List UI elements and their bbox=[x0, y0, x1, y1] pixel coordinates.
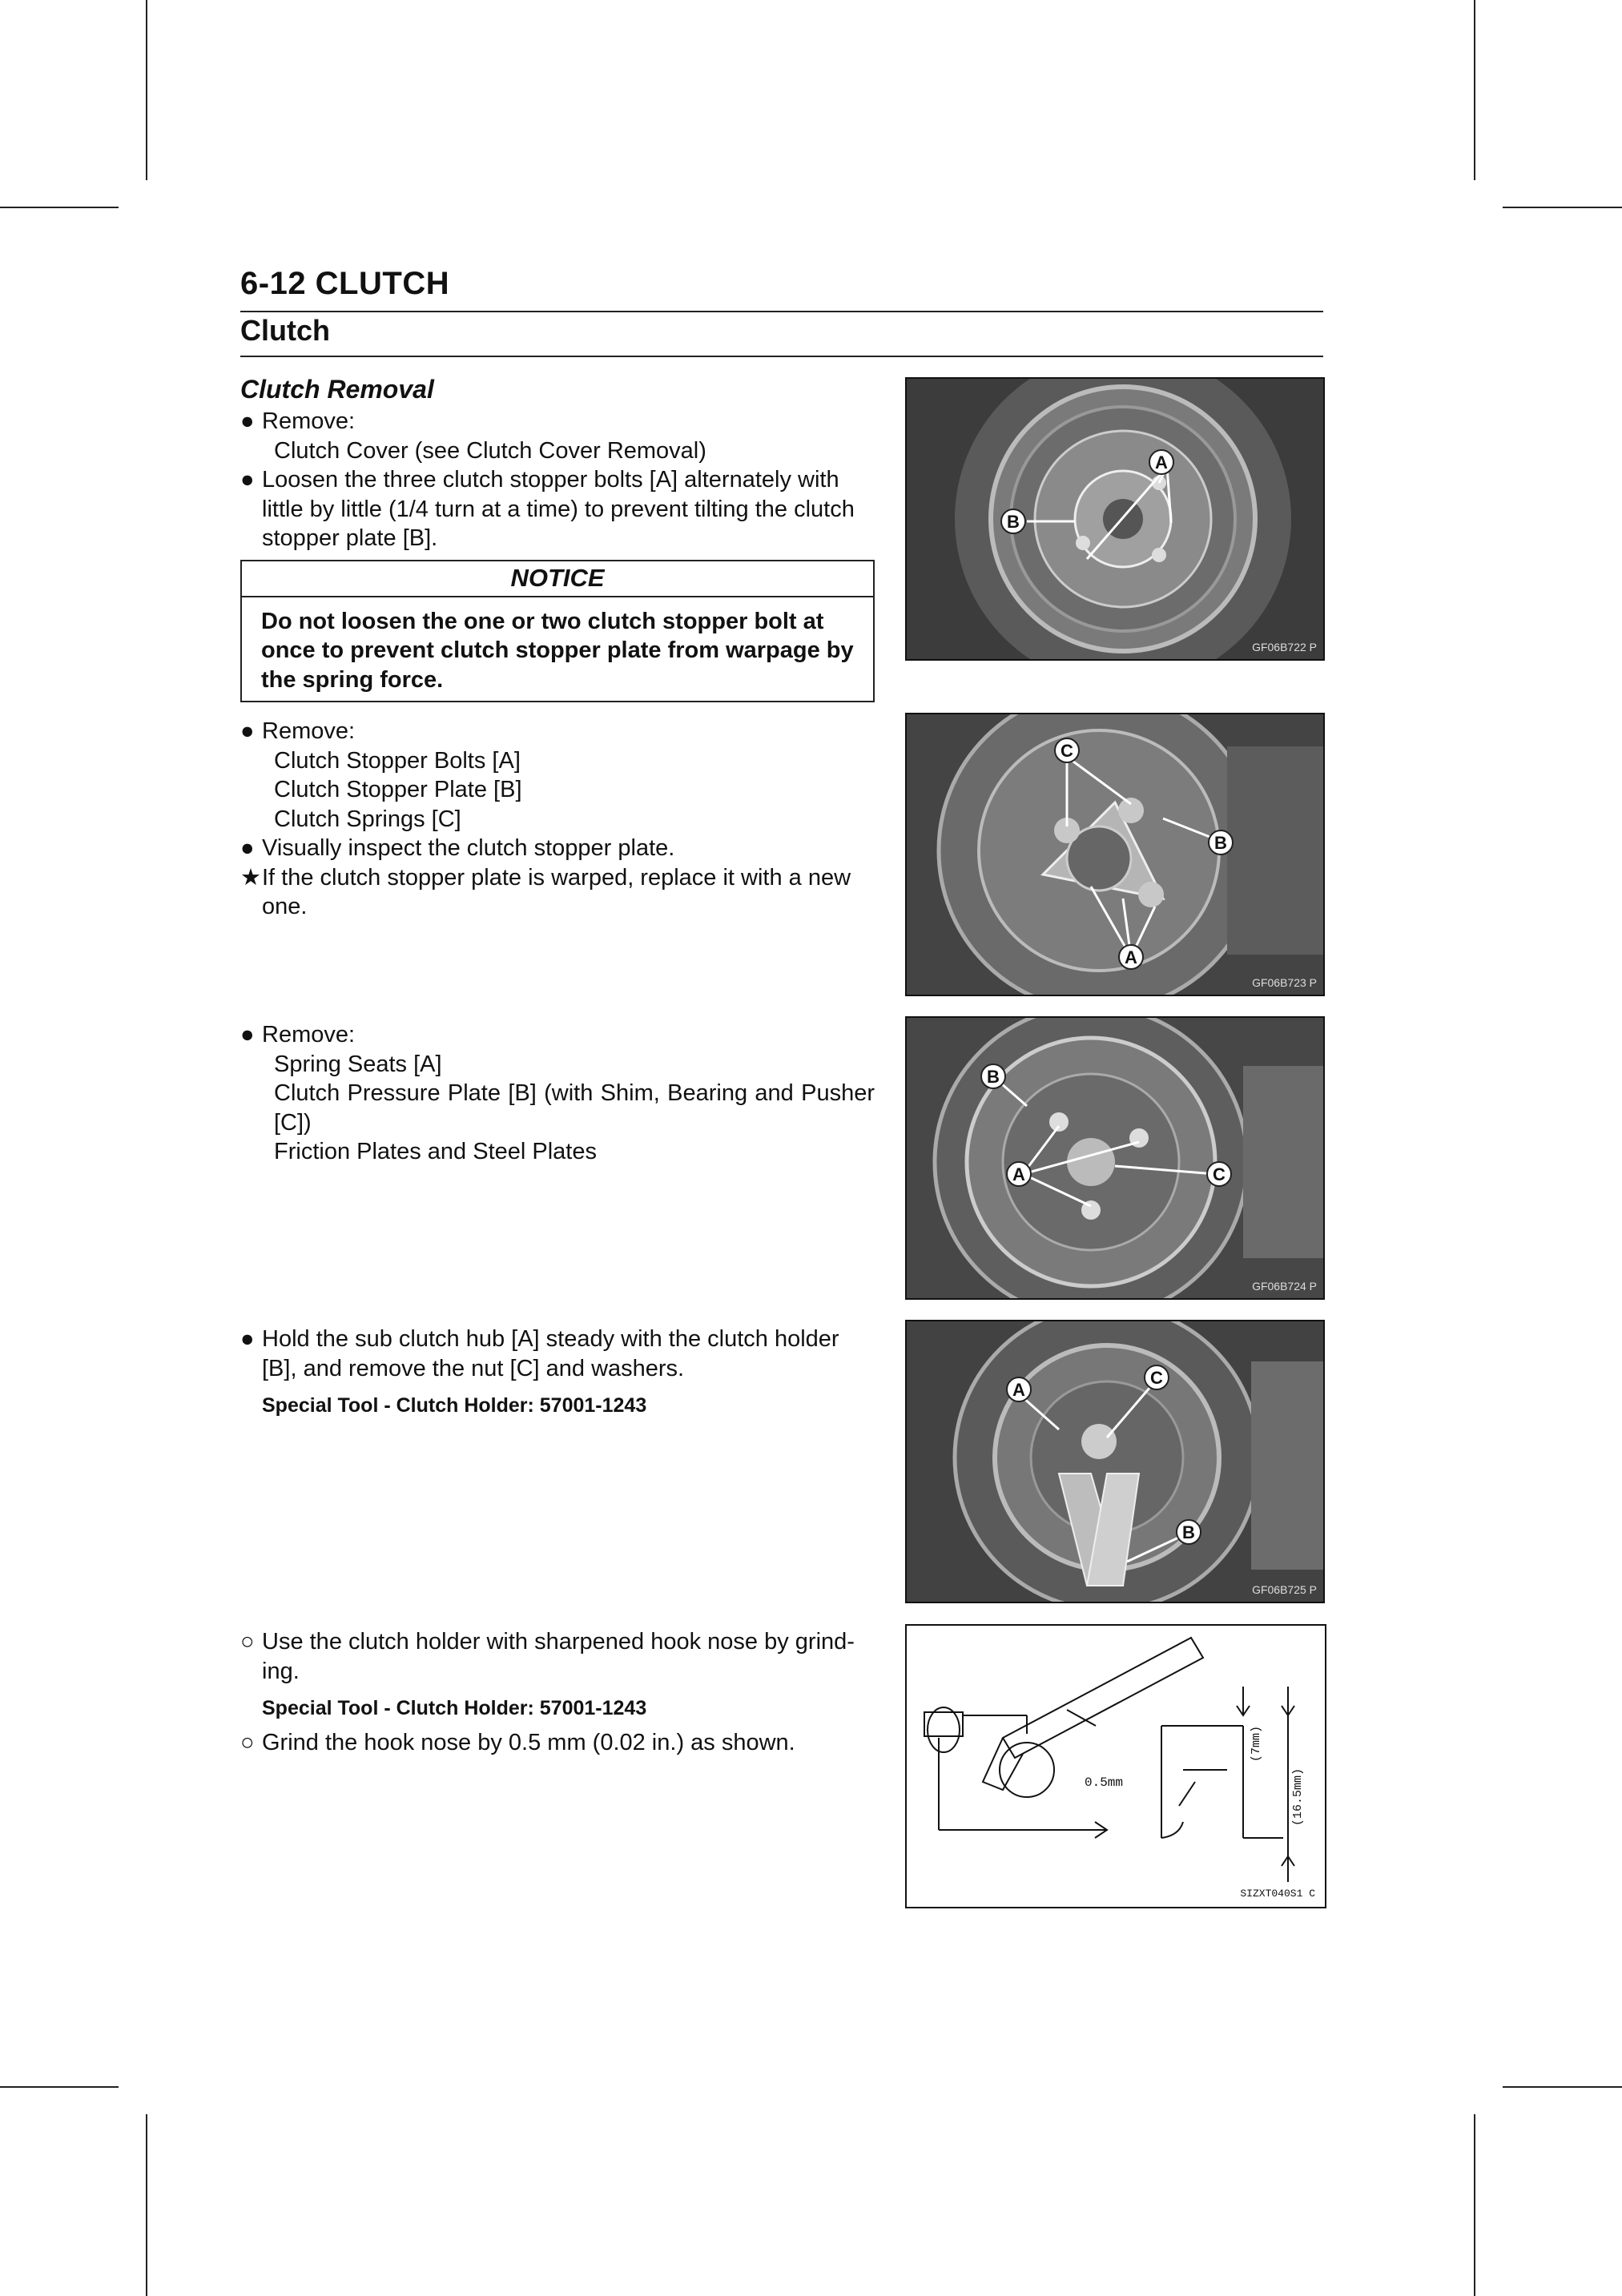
bullet-icon: ● bbox=[240, 467, 255, 493]
star-icon: ★ bbox=[240, 864, 261, 891]
callout-c: C bbox=[1150, 1368, 1163, 1388]
bullet-item bbox=[240, 1020, 875, 1050]
step-subitem: Clutch Springs [C] bbox=[274, 806, 461, 832]
crop-mark bbox=[1503, 207, 1622, 208]
step-label: Remove: bbox=[262, 408, 356, 434]
step-text: Hold the sub clutch hub [A] steady with the clutch holder [B], and remove the nut [C] and washers. bbox=[262, 1326, 839, 1381]
step-subitem: Clutch Stopper Plate [B] bbox=[274, 777, 522, 802]
step-subitem: Clutch Cover (see Clutch Cover Removal) bbox=[274, 437, 706, 464]
step-text: Loosen the three clutch stopper bolts [A] alternately with little by little (1/4 turn at a time) to prevent tilting the clutch stopper plate [B]. bbox=[262, 467, 855, 551]
removal-heading: Clutch Removal bbox=[240, 375, 434, 404]
callout-a: A bbox=[1012, 1380, 1025, 1400]
step-subitem: Clutch Stopper Bolts [A] bbox=[274, 747, 521, 774]
text-block-1 bbox=[240, 373, 875, 702]
step-text: If the clutch stopper plate is warped, replace it with a new one. bbox=[262, 864, 851, 919]
photo-clutch-holder bbox=[905, 1320, 1325, 1603]
figure-code: GF06B725 P bbox=[1252, 1583, 1317, 1596]
subheader-rule bbox=[240, 356, 1323, 357]
callout-a: A bbox=[1012, 1164, 1025, 1184]
callout-a: A bbox=[1155, 452, 1168, 472]
bullet-item bbox=[240, 1325, 875, 1383]
text-block-3 bbox=[240, 1020, 875, 1167]
clutch-holder-diagram bbox=[905, 1624, 1326, 1908]
bullet-item bbox=[240, 465, 875, 553]
callout-c: C bbox=[1061, 741, 1073, 761]
circle-item bbox=[240, 1627, 875, 1686]
bullet-icon: ● bbox=[240, 718, 255, 744]
step-text: Use the clutch holder with sharpened hook nose by grind-ing. bbox=[262, 1629, 855, 1684]
subsection-title: Clutch bbox=[240, 314, 330, 347]
crop-mark bbox=[1503, 2086, 1622, 2088]
text-block-4 bbox=[240, 1325, 875, 1421]
grind-dimension: 0.5mm bbox=[1085, 1775, 1124, 1790]
step-subitem: Friction Plates and Steel Plates bbox=[274, 1139, 597, 1164]
bullet-item bbox=[240, 717, 875, 746]
circle-bullet-icon: ○ bbox=[240, 1629, 255, 1655]
callout-b: B bbox=[1214, 833, 1227, 853]
text-block-2 bbox=[240, 717, 875, 922]
figure-code: GF06B722 P bbox=[1252, 641, 1317, 653]
crop-mark bbox=[0, 207, 119, 208]
crop-mark bbox=[146, 0, 147, 180]
bullet-icon: ● bbox=[240, 408, 255, 434]
header-rule bbox=[240, 311, 1323, 312]
special-tool-line: Special Tool - Clutch Holder: 57001-1243 bbox=[262, 1697, 647, 1719]
step-subitem: Spring Seats [A] bbox=[274, 1051, 442, 1077]
notice-title: NOTICE bbox=[242, 561, 873, 597]
crop-mark bbox=[0, 2086, 119, 2088]
step-text: Grind the hook nose by 0.5 mm (0.02 in.) as shown. bbox=[262, 1729, 795, 1755]
star-item bbox=[240, 863, 875, 922]
photo-clutch-stopper-bolts bbox=[905, 377, 1325, 661]
callout-a: A bbox=[1125, 947, 1137, 967]
bullet-item bbox=[240, 834, 875, 863]
callout-b: B bbox=[1007, 512, 1020, 532]
crop-mark bbox=[146, 2114, 147, 2296]
figure-code: GF06B724 P bbox=[1252, 1280, 1317, 1293]
callout-c: C bbox=[1213, 1164, 1226, 1184]
figure-code: GF06B723 P bbox=[1252, 976, 1317, 989]
circle-bullet-icon: ○ bbox=[240, 1729, 255, 1755]
crop-mark bbox=[1474, 2114, 1475, 2296]
special-tool-line: Special Tool - Clutch Holder: 57001-1243 bbox=[262, 1394, 647, 1417]
bullet-item bbox=[240, 407, 875, 436]
text-block-5 bbox=[240, 1627, 875, 1757]
callout-b: B bbox=[987, 1067, 1000, 1087]
crop-mark bbox=[1474, 0, 1475, 180]
bullet-icon: ● bbox=[240, 1022, 255, 1047]
circle-item bbox=[240, 1728, 875, 1758]
callout-b: B bbox=[1182, 1522, 1195, 1542]
bullet-icon: ● bbox=[240, 835, 255, 861]
step-text: Visually inspect the clutch stopper plate. bbox=[262, 835, 675, 861]
diagram-code: SIZXT040S1 C bbox=[1240, 1888, 1315, 1900]
bullet-icon: ● bbox=[240, 1326, 255, 1352]
dimension-16-5mm: (16.5mm) bbox=[1291, 1767, 1305, 1826]
step-label: Remove: bbox=[262, 718, 356, 744]
dimension-7mm: (7mm) bbox=[1250, 1725, 1263, 1762]
notice-body: Do not loosen the one or two clutch stopper bolt at once to prevent clutch stopper plate from warpage by the spring force. bbox=[261, 608, 854, 693]
section-title: 6-12 CLUTCH bbox=[240, 266, 450, 301]
step-label: Remove: bbox=[262, 1022, 356, 1047]
step-subitem: Clutch Pressure Plate [B] (with Shim, Bearing and Pusher [C]) bbox=[274, 1080, 875, 1136]
photo-pressure-plate bbox=[905, 1016, 1325, 1300]
photo-clutch-springs bbox=[905, 713, 1325, 996]
notice-box bbox=[240, 560, 875, 703]
